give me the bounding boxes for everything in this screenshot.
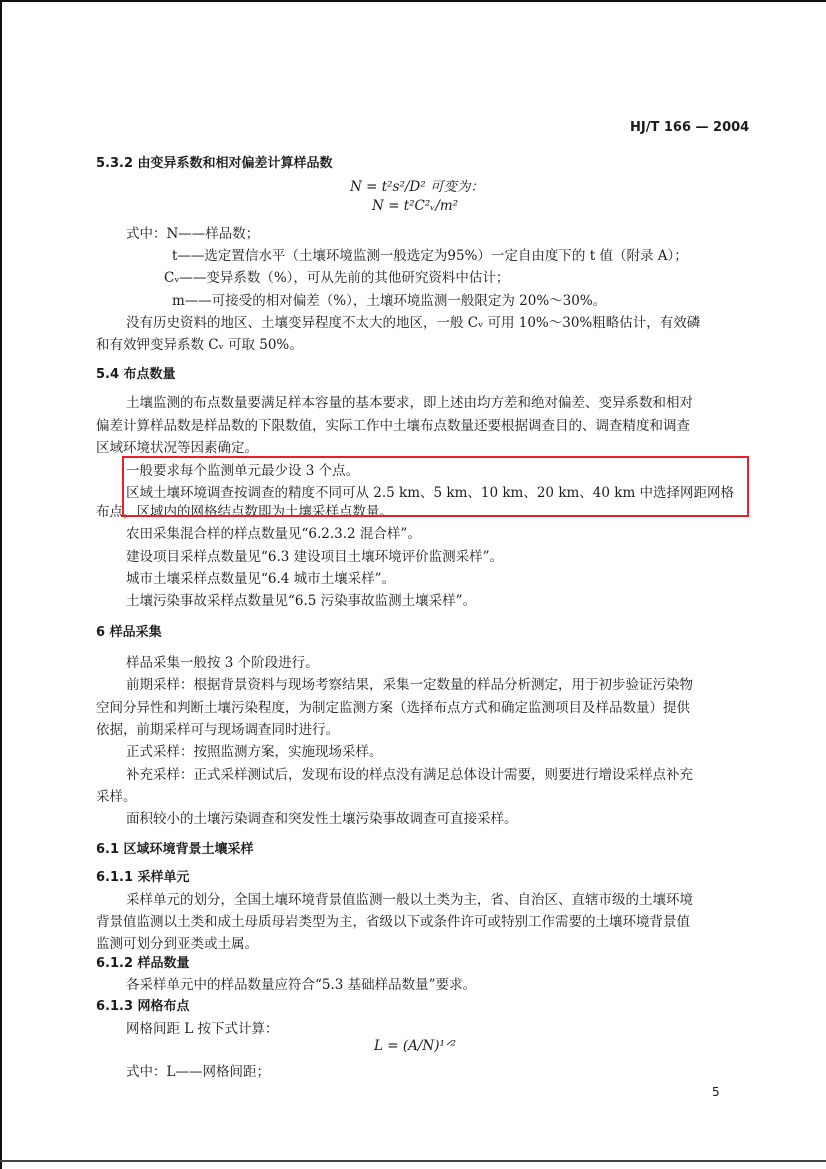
heading-6-1-3: 6.1.3 网格布点 <box>96 999 190 1014</box>
where-m: m——可接受的相对偏差（%），土壤环境监测一般限定为 20%～30%。 <box>172 293 607 309</box>
paragraph-project-points: 建设项目采样点数量见“6.3 建设项目土壤环境评价监测采样”。 <box>126 549 504 565</box>
paragraph-accident-points: 土壤污染事故采样点数量见“6.5 污染事故监测土壤采样”。 <box>126 593 477 609</box>
paragraph-6-1-1-line1: 采样单元的划分，全国土壤环境背景值监测一般以土类为主，省、自治区、直辖市级的土壤环境 <box>126 892 693 908</box>
paragraph-6-1-1-line3: 监测可划分到亚类或土属。 <box>96 936 258 952</box>
doc-code: HJ/T 166 — 2004 <box>630 120 750 135</box>
paragraph-6-1-1-line2: 背景值监测以土类和成土母质母岩类型为主，省级以下或条件许可或特别工作需要的土壤环境背景值 <box>96 914 690 930</box>
page-border-left <box>0 0 2 1169</box>
red-highlight-box <box>122 456 749 517</box>
paragraph-6-stages: 样品采集一般按 3 个阶段进行。 <box>126 655 319 671</box>
heading-6-1: 6.1 区域环境背景土壤采样 <box>96 842 254 857</box>
paragraph-pre-sampling-line3: 依据，前期采样可与现场调查同时进行。 <box>96 722 339 738</box>
paragraph-formal-sampling: 正式采样：按照监测方案，实施现场采样。 <box>126 744 383 760</box>
heading-6: 6 样品采集 <box>96 625 162 640</box>
paragraph-supplement-line1: 补充采样：正式采样测试后，发现布设的样点没有满足总体设计需要，则要进行增设采样点补充 <box>126 767 693 783</box>
formula-n-1: N = t²s²/D² 可变为： <box>350 179 484 195</box>
paragraph-min-points: 一般要求每个监测单元最少设 3 个点。 <box>126 463 360 479</box>
where-n: 式中：N——样品数； <box>126 226 260 242</box>
page-number: 5 <box>712 1085 720 1099</box>
heading-6-1-1: 6.1.1 采样单元 <box>96 870 190 885</box>
where-cv: Cᵥ——变异系数（%），可从先前的其他研究资料中估计； <box>164 270 510 286</box>
heading-5-4: 5.4 布点数量 <box>96 367 176 382</box>
heading-5-3-2: 5.3.2 由变异系数和相对偏差计算样品数 <box>96 156 333 171</box>
paragraph-pre-sampling-line2: 空间分异性和判断土壤污染程度，为制定监测方案（选择布点方式和确定监测项目及样品数量）提供 <box>96 700 690 716</box>
paragraph-farmland-points: 农田采集混合样的样点数量见“6.2.3.2 混合样”。 <box>126 526 421 542</box>
paragraph-grid-spacing-line2: 布点，区域内的网格结点数即为土壤采样点数量。 <box>96 504 393 520</box>
page-border-bottom <box>0 1160 826 1162</box>
paragraph-supplement-line2: 采样。 <box>96 789 137 805</box>
where-l: 式中：L——网格间距； <box>126 1064 270 1080</box>
paragraph-urban-points: 城市土壤采样点数量见“6.4 城市土壤采样”。 <box>126 571 396 587</box>
paragraph-6-1-3: 网格间距 L 按下式计算： <box>126 1021 279 1037</box>
where-t: t——选定置信水平（土壤环境监测一般选定为95%）一定自由度下的 t 值（附录 A）； <box>172 248 688 264</box>
paragraph-5-4-line1: 土壤监测的布点数量要满足样本容量的基本要求，即上述由均方差和绝对偏差、变异系数和相对 <box>126 395 693 411</box>
paragraph-6-1-2: 各采样单元中的样品数量应符合“5.3 基础样品数量”要求。 <box>126 977 477 993</box>
paragraph-grid-spacing-line1: 区域土壤环境调查按调查的精度不同可从 2.5 km、5 km、10 km、20 km、40 km 中选择网距网格 <box>126 485 735 501</box>
paragraph-5-4-line3: 区域环境状况等因素确定。 <box>96 440 258 456</box>
page-border-top <box>0 0 826 2</box>
paragraph-5-3-2-line2: 和有效钾变异系数 Cᵥ 可取 50%。 <box>96 337 303 353</box>
heading-6-1-2: 6.1.2 样品数量 <box>96 956 190 971</box>
paragraph-direct-sampling: 面积较小的土壤污染调查和突发性土壤污染事故调查可直接采样。 <box>126 811 518 827</box>
paragraph-pre-sampling-line1: 前期采样：根据背景资料与现场考察结果，采集一定数量的样品分析测定，用于初步验证污染物 <box>126 677 693 693</box>
formula-grid-spacing: L = (A/N)¹ᐟ² <box>374 1038 457 1054</box>
paragraph-5-3-2-line1: 没有历史资料的地区、土壤变异程度不太大的地区，一般 Cᵥ 可用 10%～30%粗略估计，有效磷 <box>126 315 701 331</box>
formula-n-2: N = t²C²ᵥ/m² <box>372 198 459 214</box>
paragraph-5-4-line2: 偏差计算样品数是样品数的下限数值，实际工作中土壤布点数量还要根据调查目的、调查精度和调查 <box>96 418 690 434</box>
